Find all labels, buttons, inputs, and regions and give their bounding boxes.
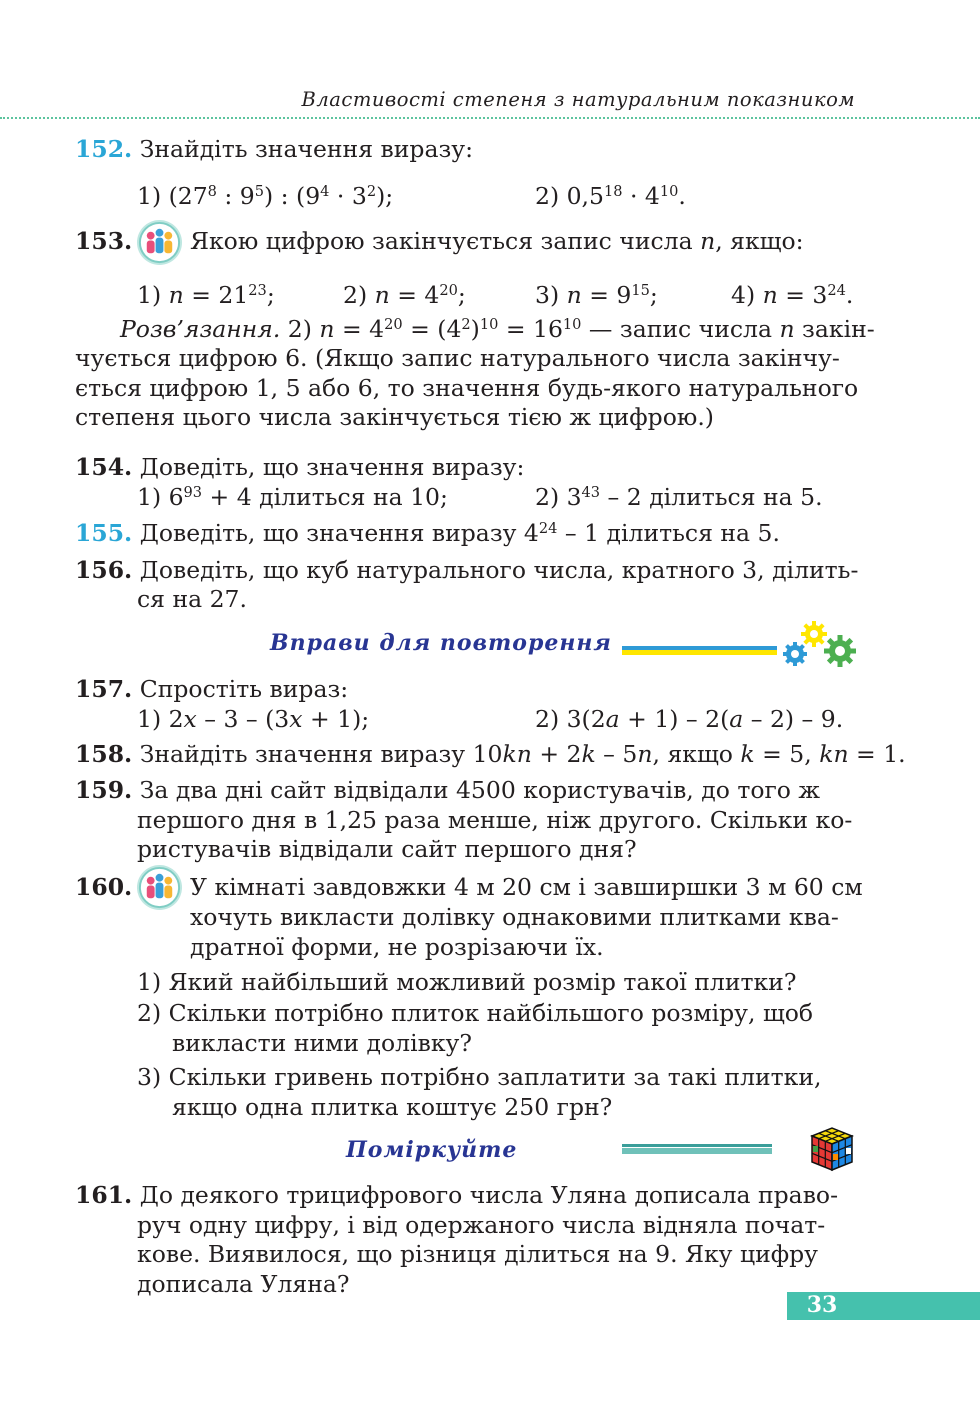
exercise-160-question-1: 1) Який найбільший можливий розмір такої плитки? [137, 968, 797, 996]
solution-line-3: ється цифрою 1, 5 або 6, то значення будь-якого натурального [75, 374, 859, 402]
exercise-number: 161. [75, 1181, 133, 1209]
solution-label: Розв’язання. [120, 315, 281, 343]
exercise-160-question-2-cont: викласти ними долівку? [172, 1029, 472, 1057]
exercise-157-part-2: 2) 3(2a + 1) – 2(a – 2) – 9. [535, 705, 844, 733]
exercise-159: 159. За два дні сайт відвідали 4500 користувачів, до того ж [75, 776, 821, 804]
solution-line-1: Розв’язання. 2) $n = 4^{20} = (4^2)^{10} = 16^{10}$ — запис числа n закін- [120, 315, 875, 343]
section-bar-teal-bottom [622, 1148, 772, 1154]
exercise-153-item-4: 4) $n = 3^{24}$. [731, 281, 854, 309]
exercise-152 [75, 135, 474, 163]
section-title-review: Вправи для повторення [270, 630, 612, 656]
exercise-159-line-3: ристувачів відвідали сайт першого дня? [137, 835, 637, 863]
exercise-number: 159. [75, 776, 133, 804]
exercise-number: 155. [75, 519, 133, 547]
exercise-number: 160. [75, 873, 133, 901]
exercise-number: 152. [75, 135, 133, 163]
exercise-number: 153. [75, 227, 133, 255]
section-title-think: Поміркуйте [346, 1137, 518, 1163]
exercise-159-line-2: першого дня в 1,25 раза менше, ніж другого. Скільки ко- [137, 806, 853, 834]
exercise-161-line-3: кове. Виявилося, що різниця ділиться на 9. Яку цифру [137, 1240, 819, 1268]
exercise-160-line-1: У кімнаті завдовжки 4 м 20 см і завширшки 3 м 60 см [190, 873, 863, 901]
exercise-157: 157. Спростіть вираз: [75, 675, 349, 703]
exercise-155: 155. Доведіть, що значення виразу $4^{24} - 1$ ділиться на 5. [75, 519, 780, 547]
exercise-text: Знайдіть значення виразу: [139, 135, 474, 163]
exercise-156-line-2: ся на 27. [137, 585, 247, 613]
section-bar-teal-top [622, 1144, 772, 1147]
exercise-152-part-2: 2) $0,5^{18} \cdot 4^{10}$. [535, 182, 686, 210]
exercise-number: 156. [75, 556, 133, 584]
exercise-161-line-2: руч одну цифру, і від одержаного числа відняла почат- [137, 1211, 826, 1239]
exercise-160-line-3: дратної форми, не розрізаючи їх. [190, 933, 604, 961]
exercise-157-part-1: 1) 2x – 3 – (3x + 1); [137, 705, 370, 733]
exercise-number: 154. [75, 453, 133, 481]
section-bar-yellow [622, 650, 777, 655]
header-divider [0, 117, 980, 119]
exercise-160-question-2: 2) Скільки потрібно плиток найбільшого розміру, щоб [137, 999, 814, 1027]
exercise-text: Доведіть, що значення виразу: [139, 453, 525, 481]
exercise-161-line-4: дописала Уляна? [137, 1270, 350, 1298]
exercise-154-part-2: 2) $3^{43} - 2$ ділиться на 5. [535, 483, 823, 511]
exercise-153-item-1: 1) $n = 21^{23}$; [137, 281, 275, 309]
exercise-160-question-3: 3) Скільки гривень потрібно заплатити за такі плитки, [137, 1063, 822, 1091]
solution-line-2: чується цифрою 6. (Якщо запис натурального числа закінчу- [75, 344, 840, 372]
exercise-154 [75, 453, 525, 481]
exercise-156: 156. Доведіть, що куб натурального числа, кратного 3, ділить- [75, 556, 859, 584]
exercise-153-item-2: 2) $n = 4^{20}$; [343, 281, 466, 309]
group-work-icon [136, 864, 183, 911]
exercise-161: 161. До деякого трицифрового числа Уляна дописала право- [75, 1181, 839, 1209]
exercise-number: 157. [75, 675, 133, 703]
exercise-number: 158. [75, 740, 133, 768]
gears-icon [776, 620, 860, 668]
rubiks-cube-icon [806, 1124, 858, 1174]
exercise-153-text: Якою цифрою закінчується запис числа n, якщо: [190, 227, 804, 255]
running-header: Властивості степеня з натуральним показником [301, 88, 855, 111]
exercise-152-part-1: 1) ($27^8$ : $9^5$) : $(9^4 \cdot 3^2)$; [137, 182, 394, 210]
page-number: 33 [806, 1292, 838, 1318]
exercise-154-part-1: 1) $6^{93} + 4$ ділиться на 10; [137, 483, 448, 511]
group-work-icon [136, 219, 183, 266]
exercise-160 [75, 873, 133, 901]
exercise-160-line-2: хочуть викласти долівку однаковими плитками ква- [190, 903, 839, 931]
solution-line-4: степеня цього числа закінчується тією ж цифрою.) [75, 403, 714, 431]
exercise-160-question-3-cont: якщо одна плитка коштує 250 грн? [172, 1093, 613, 1121]
exercise-153-item-3: 3) $n = 9^{15}$; [535, 281, 658, 309]
exercise-153 [75, 227, 133, 255]
exercise-158: 158. Знайдіть значення виразу 10kn + 2k – 5n, якщо k = 5, kn = 1. [75, 740, 906, 768]
